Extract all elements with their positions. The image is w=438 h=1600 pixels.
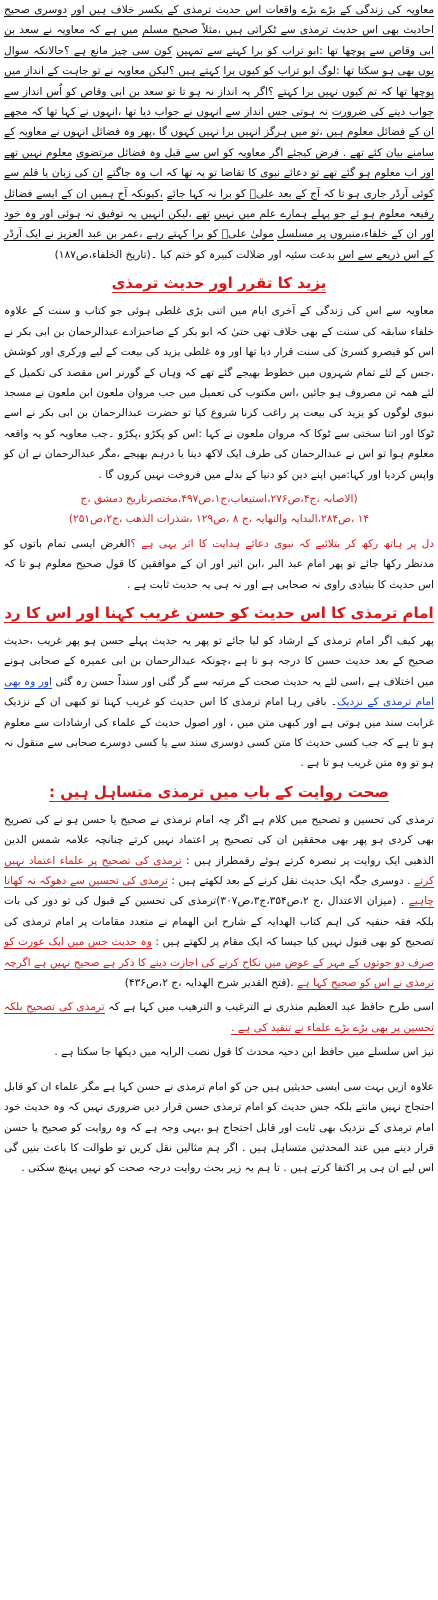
section3-paragraph-2 xyxy=(4,997,434,1038)
intro-paragraph xyxy=(4,0,434,265)
intro-line: معلوم نہیں تھے اور اب معلوم ہو گئے تھے تو دعائے نبوی کا تقاضا تو یہ تھا کہ اب وہ جاگتے xyxy=(4,146,434,180)
section1-paragraph: معاویہ سے اس کی زندگی کے آخری ایام میں اتنی بڑی غلطی ہوئی جو کتاب و سنت کے علاوہ خلفاء سابقہ کی سنت کے بھی خلاف تھی حتیٰ کہ ابو بکر کے صاحبزادے عبدالرحمان بن ابی بکر نے اس کو قیصرو کسریٰ کی سنت قرار دیا تھا اور وہ غلطی یزید کی بیعت کے لیے ورکری اور کوشش ،جس کے لئے تمام شہروں میں خطوط بھیجے گئے تھے کہ وہاں کے گورنر اس مقصد کی تکمیل کے لئے ھمہ تن مصروف ہو جائیں ،اس مکتوب کی تعمیل میں جب مروان ملعون ابن ملعون نے مسجد نبوی لوگوں کو یزید کی بیعت پر راغب کرنا شروع کیا تو حضرت عبدالرحمان بن ابی بکر نے اسے ٹوکا اور اتنا سختی سے ٹوکا کہ مروان ملعون نے کہا :اس کو پکڑو ،پکڑو ۔جب معاویہ کو یہ واقعہ معلوم ہوا تو اس نے عبدالرحمان کی طرف ایک لاکھ دینا یا درہم بھیجے ،مگر عبدالرحمان نے ان کو واپس کردیا اور کہا:میں اپنے دین کو دنیا کے بدلے میں فروخت نہیں کروں گا . xyxy=(4,305,434,481)
section-heading-tirmidhi-hasan xyxy=(4,599,434,627)
intro-line: فضائل معلوم ہیں ،تو میں ہرگز انہیں برا نہیں کہوں گا ،پھر وہ فضائل انہوں نے معاویہ xyxy=(18,126,406,139)
intro-line: ،کیونکہ آج ہمیں ان کے ایسے فضائل رفیعہ معلوم ہو ئے جو پہلے ہمارے علم میں نہیں xyxy=(4,187,434,221)
section2-text: پھر کیف اگر امام ترمذی کے ارشاد کو لیا جائے تو پھر یہ حدیث پہلے حسن ہو پھر غریب ،حدیث صحیح کے بعد حدیث حسن کا درجہ ہو تا ہے ،چونکہ عبدالرحمان بن ابی عمیرہ کے صحابی ہونے میں اختلاف ہے ،اسی لئے یہ حدیث صحت کے مرتبہ سے گر گئی اور سنداً حسن رہ گئی xyxy=(4,634,434,688)
section-heading-yazid xyxy=(4,269,434,297)
conclusion-text: الغرض ایسی تمام باتوں کو مدنظر رکھا جائے تو پھر امام عبد البر ،ابن اثیر اور ان کے موافقین کا قول صحیح معلوم ہو تا کہ اس حدیث کا بنیادی راوی نہ صحابی ہے اور نہ ہی یہ حدیث ثابت ہے . xyxy=(4,537,434,591)
intro-line: کہتے ہیں ؟لیکن معاویہ نے تو جاہت کے انداز میں پوچھا تھا کہ تم کیوں نہیں برا کہتے xyxy=(4,65,435,98)
intro-line: تھے ،لیکن انہیں یہ توفیق نہ ہوئی اور وہ خود اور ان کے خلفاء،منبروں پر مسلسل xyxy=(4,208,434,241)
intro-line: مولیٰ علیؑ کو برا کہتے رہے ،عمر بن عبد العزیز نے ایک آرڈر کے اس ذریعے سے اس xyxy=(4,228,434,261)
p2-text: اسی طرح حافظ عبد العظیم منذری نے الترغیب و الترھیب میں کہا ہے کہ xyxy=(104,1001,434,1014)
intro-line: کون سی چیز مانع ہے ؟حالانکہ سوال یوں بھی ہو سکتا تھا :لوگ ابو تراب کو کیوں برا xyxy=(4,44,435,78)
intro-line: دوسری صحیح احادیث بھی اس حدیث ترمذی سے ٹکراتی ہیں ،مثلاً صحیح مسلم xyxy=(4,4,434,37)
p1-quote: ترمذی کی تصحیح پر علماء اعتماد نہیں کرتے xyxy=(4,854,435,888)
section1-references xyxy=(4,489,434,530)
p1-mid: . دوسری جگہ ایک حدیث نقل کرنے کے بعد لکھتے ہیں : xyxy=(171,875,414,888)
intro-line: نہ ہوتی جس انداز سے انہوں نے جواب دیا تھا ،انہوں نے کہا تھا کہ مجھے ان کے xyxy=(4,106,434,139)
p2-quote: ترمذی کی تصحیح بلکہ تحسین پر بھی بڑے بڑے علماء نے تنقید کی ہے . xyxy=(4,1001,434,1034)
section-heading-text: یزید کا تقرر اور حدیث ترمذی xyxy=(111,274,327,293)
section3-paragraph-1 xyxy=(4,810,434,994)
article xyxy=(4,0,434,1179)
intro-line: میں ہے کہ معاویہ نے سعد بن ابی وقاص سے پوچھا تھا :ابو تراب کو برا کہنے سے تمہیں xyxy=(4,24,434,57)
spacer xyxy=(4,1067,434,1077)
inline-link[interactable]: اور وہ بھی امام ترمذی کے نزدیک xyxy=(4,675,434,709)
section2-paragraph xyxy=(4,631,434,774)
intro-line: معاویہ کی زندگی کے بڑے بڑے واقعات اس حدیث ترمذی کے یکسر خلاف ہیں اور xyxy=(71,4,434,16)
section-heading-sihhat xyxy=(4,778,434,806)
section-heading-text: امام ترمذی کا اس حدیث کو حسن غریب کہنا اور اس کا رد xyxy=(4,603,434,622)
intro-line: ؟اگر یہ انداز نہ ہو تا تو سعد بن ابی وقاص کو اُس انداز سے جواب دینے کی ضرورت xyxy=(4,85,434,119)
intro-line: کے سامنے بیان کئے تھے . فرض کیجئے اگر معاویہ کو اس سے قبل وہ فضائل مرتضوی xyxy=(4,126,434,159)
p1-quote-2: ترمذی کی تحسین سے دھوکہ نہ کھانا چاہیے xyxy=(4,875,434,908)
conclusion-highlight: دل پر ہاتھ رکھ کر بتلائیے کہ نبوی دعائے ہدایت کا اثر یہی ہے ؟ xyxy=(130,537,434,550)
p1-text: ترمذی کی تحسین و تصحیح میں کلام ہے اگر چہ امام ترمذی نے صحیح یا حسن ہو نے کی تصریح بھی کردی ہو پھر بھی محققین ان کی تصحیح پر اعتماد نہیں کرتے چنانچہ علامہ شمس الدین الذھبی ایک روایت پر تبصرہ کرتے ہوئے رقمطراز ہیں : xyxy=(4,813,435,867)
section1-conclusion xyxy=(4,534,434,595)
section2-text-cont: ۔ باقی رہا امام ترمذی کا اس حدیث کو غریب کہنا تو کبھی ان کے نزدیک غرابت سند میں ہوتی ہے اور کبھی متن میں ، اور اصول حدیث کے علماء کی ارشادات سے معلوم ہو تا ہے کہ جب کسی حدیث کا متن کسی دوسری سند سے یا کسی دوسرے صحابی سے منقول نہ ہو تو وہ متن غریب ہو تا ہے . xyxy=(4,696,434,770)
section3-paragraph-3: نیز اس سلسلے میں حافظ ابن دحیہ محدث کا قول نصب الرایہ میں دیکھا جا سکتا ہے . xyxy=(54,1046,434,1059)
p1-rest: . (میزان الاعتدال ،ج ۲،ص۳۵۴،ج۳،ص۳۰۷)ترمذی کی تحسین کے قبول کی تو دور کی بات بلکہ فقہ حنفیہ کی اہم کتاب الھدایہ کے شارح ابن الھمام نے متعدد مقامات پر امام ترمذی کی تصحیح کو بھی قبول نہیں کیا جیسا کہ ایک مقام پر لکھتے ہیں : xyxy=(4,895,434,949)
intro-line: ان کی زبان یا قلم سے کوئی آرڈر جاری ہو تا کہ آج کے بعد علیؑ کو برا نہ کہا جائے xyxy=(4,167,435,200)
reference-line: ۱۴ ،ص۲۸۴،البدایہ والنھایہ ،ج ۸ ،ص۱۲۹ ،شذرات الذھب ،ج۲،ص۲۵۱) xyxy=(68,513,370,526)
p1-end: .(فتح القدیر شرح الھدایہ ،ج ۲،ص۴۳۶) xyxy=(124,977,298,990)
p1-quote-3: وہ حدیث جس میں ایک عورت کو صرف دو جوتوں کے مہر کے عوض میں نکاح کرنے کی اجازت دینے کا ذکر ہے صحیح نہیں ہے اگرچہ ترمذی نے اس کو صحیح کہا ہے xyxy=(4,936,434,990)
intro-line-citation: بدعت سئیہ اور ضلالت کبیرہ کو ختم کیا ۔(تاریخ الخلفاء،ص۱۸۷) xyxy=(54,248,335,261)
reference-line: (الاصابہ ،ج۴،ص۲۷۶،استیعاب،ج۱،ص۴۹۷،مختصرتاریخ دمشق ،ج xyxy=(80,492,358,505)
section-heading-text: صحت روایت کے باب میں ترمذی متساہل ہیں : xyxy=(49,782,389,801)
section3-paragraph-4: علاوہ ازیں بہت سی ایسی حدیثیں ہیں جن کو امام ترمذی نے حسن کہا ہے مگر علماء ان کو قابل احتجاج نہیں مانتے بلکہ جس حدیث کو امام ترمذی حسن قرار دیں ضروری نہیں کہ وہ حدیث خود امام ترمذی کے نزدیک بھی ثابت اور قابل احتجاج ہو ،یہی وجہ ہے کہ وہ روایت کو صحیح یا حسن قرار دینے میں عند المحدثین متساہل ہیں . اگر ہم مثالیں نقل کریں تو طوالت کا باعث بنیں گی اس لیے ان ہی پر اکتفا کرتے ہیں . تا ہم یہ زیر بحث روایت درجہ صحت کو نہیں پہنچ سکتی . xyxy=(4,1080,434,1175)
